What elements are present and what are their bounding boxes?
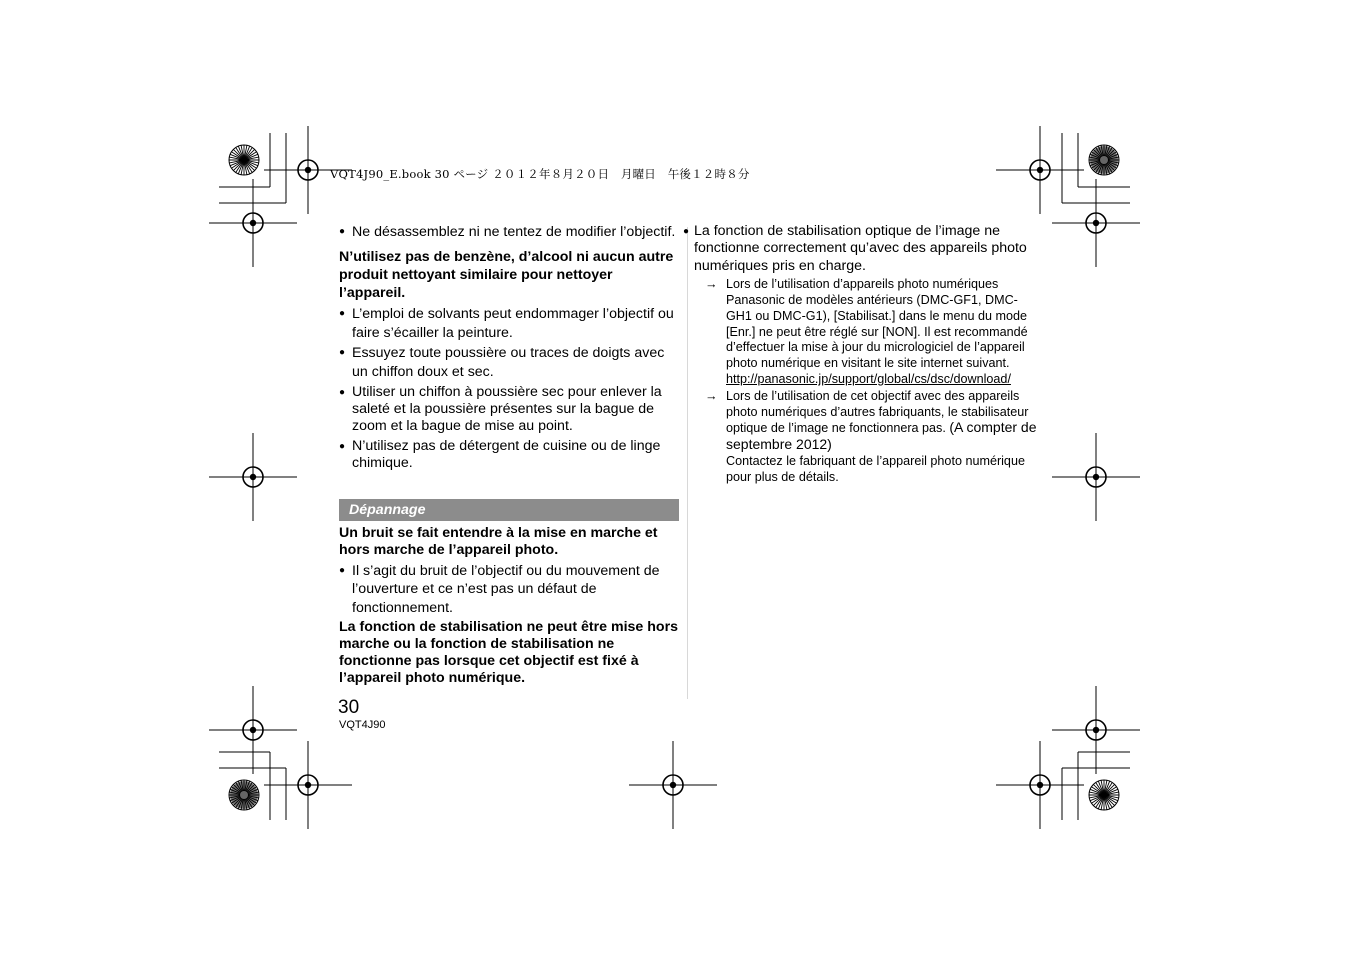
note-contact-text: Contactez le fabriquant de l’appareil photo numérique pour plus de détails. [726,453,1025,484]
bullet-dry-cloth: ● Utiliser un chiffon à poussière sec pour enlever la saleté et la poussière présentes sur la bague de zoom et la bague de mise au point. [339,384,679,436]
note-other-manufacturers-text: Lors de l’utilisation de cet objectif avec des appareils photo numériques d’autres fabriquants, le stabilisateur optique de l’image ne fonctionnera pas. [726,388,1029,436]
section-troubleshooting: Dépannage [339,499,679,521]
firmware-download-link[interactable]: http://panasonic.jp/support/global/cs/dsc/download/ [726,372,1011,386]
note-older-models-text: Lors de l’utilisation d’appareils photo numériques Panasonic de modèles antérieurs (DMC-GF1, DMC-GH1 ou DMC-G1), [Stabilisat.] dans le menu du mode [Enr.] ne peut être réglé sur [NON]. Il est recommandé d’effectuer la mise à jour du micrologiciel de l’appareil photo numérique en visitant le site internet suivant. [726,277,1028,371]
column-divider [687,227,688,699]
heading-stabilizer: La fonction de stabilisation ne peut être mise hors marche ou la fonction de stabilisation ne fonctionne pas lorsque cet objectif est fixé à l’appareil photo numérique. [339,619,678,687]
left-column [339,223,679,690]
running-head: VQT4J90_E.book 30 ページ ２０１２年８月２０日 月曜日 午後１２時８分 [330,167,750,181]
bullet-stabilizer-support: ● La fonction de stabilisation optique de l’image ne fonctionne correctement qu’avec des appareils photo numériques pris en charge. [683,223,1037,275]
bullet-no-detergent: ● N’utilisez pas de détergent de cuisine ou de linge chimique. [339,438,679,473]
right-column [694,223,1037,486]
note-other-manufacturers [697,389,1037,486]
bullet-wipe-dust: ● Essuyez toute poussière ou traces de doigts avec un chiffon doux et sec. [339,344,679,381]
heading-no-benzene: N’utilisez pas de benzène, d’alcool ni aucun autre produit nettoyant similaire pour nettoyer l’appareil. [339,248,674,301]
document-code: VQT4J90 [339,719,386,731]
bullet-solvents: ● L’emploi de solvants peut endommager l’objectif ou faire s’écailler la peinture. [339,305,679,342]
bullet-no-disassembly: ● Ne désassemblez ni ne tentez de modifier l’objectif. [339,223,679,242]
arrow-icon: → [705,388,718,403]
page-number: 30 [338,697,360,718]
heading-noise: Un bruit se fait entendre à la mise en marche et hors marche de l’appareil photo. [339,524,658,558]
arrow-icon: → [705,277,718,292]
note-date: (A compter de septembre 2012) [726,419,1037,453]
note-older-models [697,277,1037,388]
bullet-lens-noise: ● Il s’agit du bruit de l’objectif ou du mouvement de l’ouverture et ce n’est pas un défaut de fonctionnement. [339,562,679,618]
